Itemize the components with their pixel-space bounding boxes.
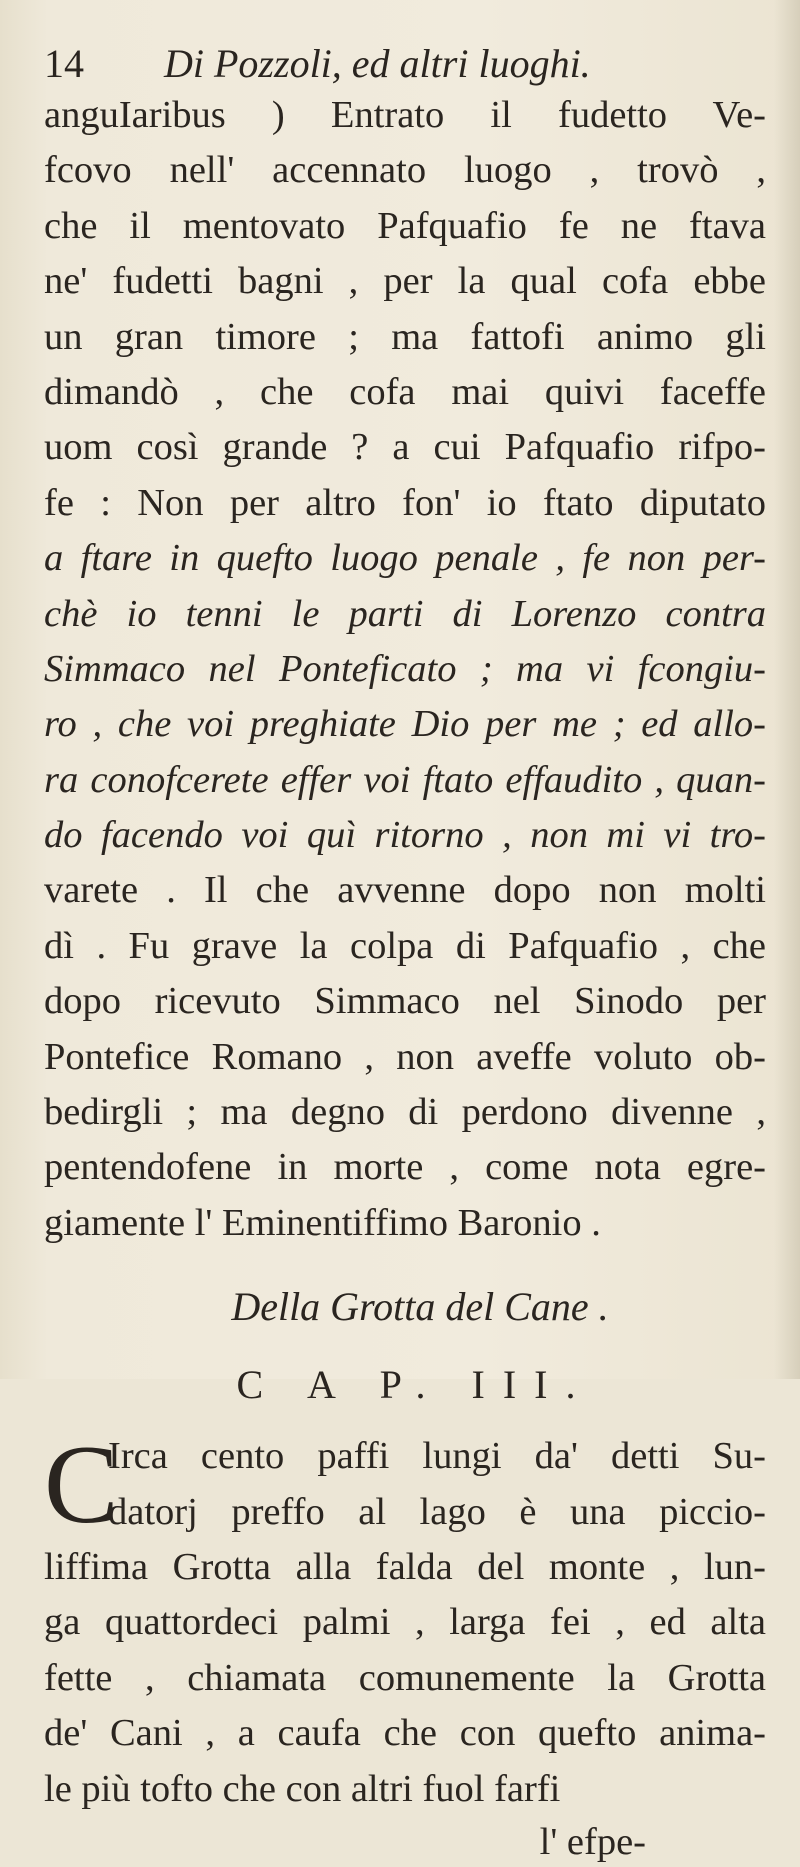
text-line: de' Cani , a caufa che con quefto anima- <box>44 1712 766 1755</box>
text-line: pentendofene in morte , come nota egre- <box>44 1146 766 1189</box>
text-line: fe : Non per altro fon' io ftato diputato <box>44 481 766 524</box>
running-title: Di Pozzoli, ed altri luoghi. <box>164 41 591 86</box>
page-edge-shadow <box>774 0 800 1379</box>
text-column <box>44 41 766 1867</box>
text-line: anguIaribus ) Entrato il fudetto Ve- <box>44 94 766 136</box>
text-line: fette , chiamata comunemente la Grotta <box>44 1656 766 1699</box>
text-line: dì . Fu grave la colpa di Pafquafio , che <box>44 924 766 967</box>
text-line: liffima Grotta alla falda del monte , lun- <box>44 1545 766 1588</box>
text-line: le più tofto che con altri fuol farfi <box>44 1767 561 1810</box>
text-line: Pontefice Romano , non aveffe voluto ob- <box>44 1035 766 1078</box>
text-line-italic: chè io tenni le parti di Lorenzo contra <box>44 592 766 635</box>
text-line-italic: do facendo voi quì ritorno , non mi vi tro- <box>44 814 766 857</box>
text-line: ne' fudetti bagni , per la qual cofa ebbe <box>44 260 766 303</box>
text-line: un gran timore ; ma fattofi animo gli <box>44 315 766 358</box>
page-number: 14 <box>44 41 84 86</box>
text-line: varete . Il che avvenne dopo non molti <box>44 869 766 912</box>
text-line: uom così grande ? a cui Pafquafio rifpo- <box>44 426 766 469</box>
text-line: datorj preffo al lago è una piccio- <box>108 1490 766 1533</box>
section-title: Della Grotta del Cane . <box>231 1284 609 1330</box>
paragraph <box>44 1423 766 1867</box>
catchword: l' efpe- <box>539 1820 646 1863</box>
text-line: fcovo nell' accennato luogo , trovò , <box>44 149 766 192</box>
text-line-italic: ra conofcerete effer voi ftato effaudito , quan- <box>44 758 766 801</box>
chapter-heading: C A P. III. <box>236 1362 594 1408</box>
text-line: dopo ricevuto Simmaco nel Sinodo per <box>44 980 766 1023</box>
text-line: ga quattordeci palmi , larga fei , ed alta <box>44 1601 766 1644</box>
body-text <box>44 88 766 1251</box>
running-head <box>44 41 766 88</box>
text-line: giamente l' Eminentiffimo Baronio . <box>44 1201 601 1244</box>
text-line: dimandò , che cofa mai quivi faceffe <box>44 370 766 413</box>
text-line-italic: a ftare in quefto luogo penale , fe non per- <box>44 537 766 580</box>
drop-cap: C <box>44 1423 119 1548</box>
text-line: Irca cento paffi lungi da' detti Su- <box>108 1435 766 1478</box>
text-line-italic: ro , che voi preghiate Dio per me ; ed allo- <box>44 703 766 746</box>
text-line-italic: Simmaco nel Ponteficato ; ma vi fcongiu- <box>44 647 766 690</box>
text-line: che il mentovato Pafquafio fe ne ftava <box>44 204 766 247</box>
text-line: bedirgli ; ma degno di perdono divenne , <box>44 1091 766 1134</box>
